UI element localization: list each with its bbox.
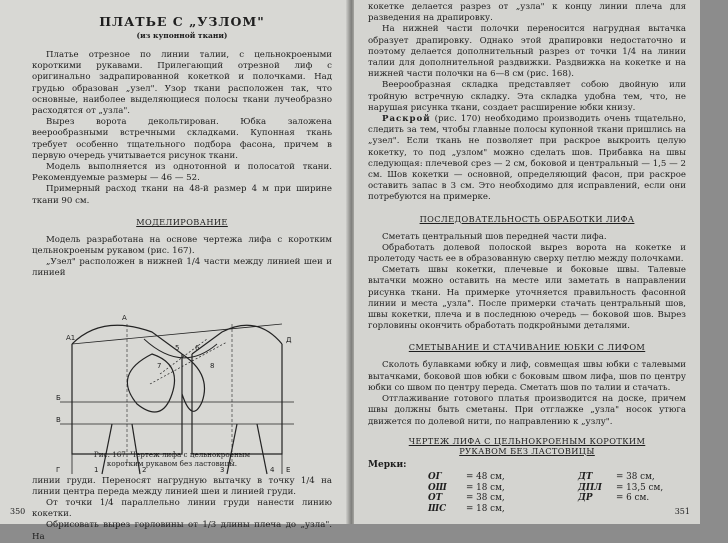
label-2: 2 bbox=[142, 465, 147, 474]
paragraph: Платье отрезное по линии талии, с цельнокроеными короткими рукавами. Прилегающий отрезной лиф с оригинально задрапированной кокеткой и полочками. Над грудью образован „узел". Узор ткани расположен так, что основные, наиболее выделяющиеся полосы ткани лучеобразно расходятся от „узла". bbox=[32, 50, 332, 117]
paragraph: Примерный расход ткани на 48-й размер 4 м при ширине ткани 90 см. bbox=[32, 184, 332, 206]
term-emphasis: Раскрой bbox=[382, 114, 431, 125]
measures-list bbox=[428, 472, 686, 515]
page-number: 350 bbox=[10, 507, 26, 516]
paragraph: Сколоть булавками юбку и лиф, совмещая швы юбки с талевыми вытачками, боковой шов юбки с боковым швом лифа, шов по центру юбки со швом по центру переда. Сметать шов по талии и стачать. bbox=[368, 360, 686, 393]
label-4: 4 bbox=[270, 465, 275, 474]
measure-item bbox=[428, 483, 578, 494]
paragraph: Модель выполняется из однотонной и полосатой ткани. Рекомендуемые размеры — 46 — 52. bbox=[32, 162, 332, 184]
page-number: 351 bbox=[674, 507, 690, 516]
label-A1: А1 bbox=[66, 333, 76, 342]
measure-item bbox=[428, 472, 578, 483]
measure-key: ШС bbox=[428, 504, 447, 515]
measure-key: ОГ bbox=[428, 471, 442, 482]
measures-heading: Мерки: bbox=[368, 459, 407, 470]
paragraph: Отглаживание готового платья производится на доске, причем швы должны быть сметаны. При отглажке „узла" носок утюга движется по долевой нити, по направлению к „узлу". bbox=[368, 394, 686, 427]
paragraph: „Узел" расположен в нижней 1/4 части между линией шеи и линией bbox=[32, 257, 332, 279]
measure-value: = 18 см, bbox=[466, 504, 505, 515]
paragraph: Сметать швы кокетки, плечевые и боковые швы. Талевые вытачки можно оставить на месте или заметать в направлении рисунка ткани. На примерке уточняется правильность фасонной линии и места „узла". После примерки стачать центральный шов, швы кокетки, плеча и в последнюю очередь — боковой шов. Вырез горловины окончить обработать подкройными деталями. bbox=[368, 265, 686, 332]
right-page bbox=[354, 0, 700, 524]
label-B: Б bbox=[56, 393, 61, 402]
measure-key: ДР bbox=[578, 493, 593, 504]
measure-value: = 38 см, bbox=[616, 471, 655, 482]
label-3: 3 bbox=[220, 465, 225, 474]
measure-item bbox=[428, 504, 578, 515]
section-heading: МОДЕЛИРОВАНИЕ bbox=[136, 216, 228, 227]
measure-value: = 48 см, bbox=[466, 471, 505, 482]
section-heading: ЧЕРТЕЖ ЛИФА С ЦЕЛЬНОКРОЕНЫМ КОРОТКИМ РУКАВОМ БЕЗ ЛАСТОВИЦЫ bbox=[408, 435, 646, 456]
paragraph: Обрисовать вырез горловины от 1/3 длины плеча до „узла". На bbox=[32, 520, 332, 542]
paragraph bbox=[368, 114, 686, 204]
paragraph: Вырез ворота декольтирован. Юбка заложена веерообразными встречными складками. Купонная ткань требует особенно тщательного подбора фасона, причем в первую очередь учитывается рисунок ткани. bbox=[32, 117, 332, 161]
label-D: Д bbox=[286, 335, 292, 344]
label-6: 6 bbox=[195, 343, 200, 352]
left-page bbox=[0, 0, 352, 542]
label-G: Г bbox=[56, 465, 61, 474]
label-1: 1 bbox=[94, 465, 99, 474]
measure-value: = 13,5 см, bbox=[616, 482, 664, 493]
measure-value: = 18 см, bbox=[466, 482, 505, 493]
measure-key: ОШ bbox=[428, 482, 447, 493]
measure-key: ДТ bbox=[578, 471, 593, 482]
paragraph: кокетке делается разрез от „узла" к концу линии плеча для разведения на драпировку. bbox=[368, 2, 686, 24]
paragraph: Сметать центральный шов передней части лифа. bbox=[382, 231, 607, 242]
measure-key: ДПЛ bbox=[578, 482, 602, 493]
paragraph: Веерообразная складка представляет собою двойную или тройную встречную складку. Эта складка удобна тем, что, не нарушая рисунка ткани, создает расширение юбки книзу. bbox=[368, 80, 686, 113]
paragraph: Обработать долевой полоской вырез ворота на кокетке и пролетоду часть ее в образованную сверху петлю между полочками. bbox=[368, 242, 686, 265]
figure-caption: Рис. 167. Чертеж лифа с цельнокроеным коротким рукавом без ластовицы. bbox=[93, 449, 251, 468]
section-heading: ПОСЛЕДОВАТЕЛЬНОСТЬ ОБРАБОТКИ ЛИФА bbox=[419, 213, 635, 224]
paragraph: Модель разработана на основе чертежа лифа с коротким цельнокроеным рукавом (рис. 167). bbox=[32, 234, 332, 257]
label-V: В bbox=[56, 415, 61, 424]
paragraph: линии груди. Переносят нагрудную вытачку в точку 1/4 на линии центра переда между линией шеи и линией груди. bbox=[32, 475, 332, 497]
measure-value: = 38 см, bbox=[466, 493, 505, 504]
label-A: А bbox=[122, 313, 127, 322]
label-8: 8 bbox=[210, 361, 215, 370]
label-E: Е bbox=[286, 465, 291, 474]
measure-item bbox=[578, 493, 728, 504]
paragraph: На нижней части полочки переносится нагрудная вытачка образует драпировку. Однако этой драпировки недостаточно и поэтому делается дополнительный разрез от точки 1/4 на линии талии для дополнительной раздвижки. Раздвижка на кокетке и на нижней части полочки на 6—8 см (рис. 168). bbox=[368, 24, 686, 80]
measure-item bbox=[578, 472, 728, 483]
measure-key: ОТ bbox=[428, 493, 443, 504]
label-5: 5 bbox=[175, 343, 180, 352]
section-heading: СМЕТЫВАНИЕ И СТАЧИВАНИЕ ЮБКИ С ЛИФОМ bbox=[408, 342, 646, 353]
measure-value: = 6 см. bbox=[616, 493, 650, 504]
label-7: 7 bbox=[157, 361, 162, 370]
paragraph-text: (рис. 170) необходимо производить очень тщательно, следить за тем, чтобы главные полосы купонной ткани пришлись на „узел". Если ткань не позволяет при раскрое выкроить целую кокетку, то под „узлом" можно сделать шов. Прибавка на швы следующая: плечевой срез — 2 см, боковой и центральный — 1,5 — 2 см. Шов кокетки — основной, определяющий фасон, при раскрое оставить запас в 3 см. Это необходимо для исправлений, если они потребуются на примерке. bbox=[368, 114, 686, 203]
page-title: ПЛАТЬЕ С „УЗЛОМ" bbox=[99, 14, 265, 29]
measure-item bbox=[578, 483, 728, 494]
measure-item bbox=[428, 493, 578, 504]
page-subtitle: (из купонной ткани) bbox=[136, 31, 228, 40]
paragraph: От точки 1/4 параллельно линии груди нанести линию кокетки. bbox=[32, 498, 332, 520]
